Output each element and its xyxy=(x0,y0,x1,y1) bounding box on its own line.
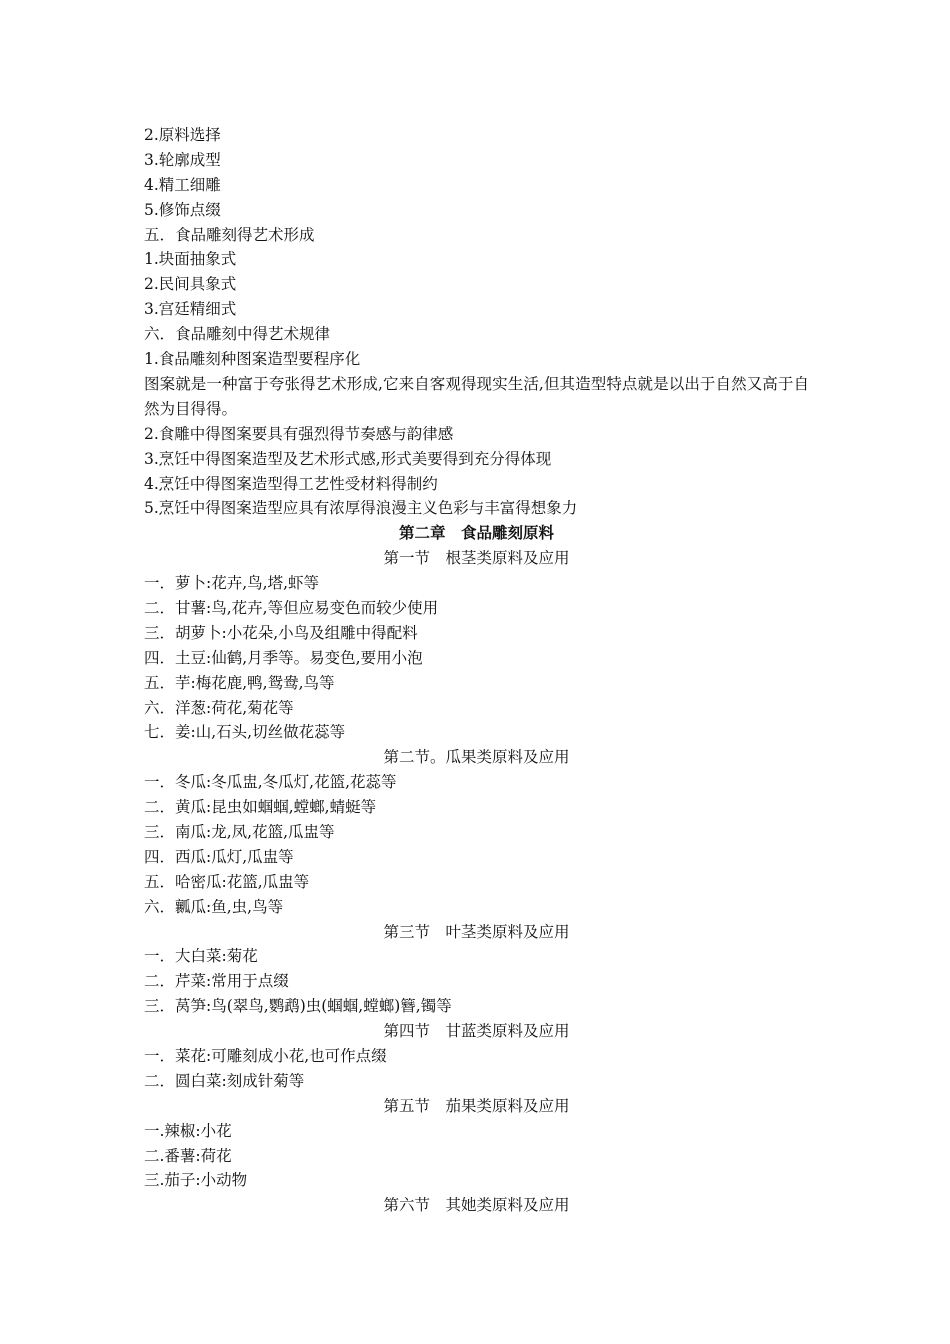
document-page xyxy=(144,123,809,1218)
list-item: 四．西瓜:瓜灯,瓜盅等 xyxy=(144,847,294,866)
list-item: 五．芋:梅花鹿,鸭,鸳鸯,鸟等 xyxy=(144,673,335,692)
list-item: 四．土豆:仙鹤,月季等。易变色,要用小泡 xyxy=(144,648,423,667)
list-item: 二．黄瓜:昆虫如蝈蝈,螳螂,蜻蜓等 xyxy=(144,798,377,817)
list-item: 三．南瓜:龙,凤,花篮,瓜盅等 xyxy=(144,822,335,841)
section-4 xyxy=(144,1019,809,1094)
section-title: 第四节 甘蓝类原料及应用 xyxy=(383,1022,570,1041)
list-item: 2.食雕中得图案要具有强烈得节奏感与韵律感 xyxy=(144,424,454,443)
list-item: 1.食品雕刻种图案造型要程序化 xyxy=(144,350,361,369)
list-item: 二．甘薯:鸟,花卉,等但应易变色而较少使用 xyxy=(144,598,439,617)
section-title: 第五节 茄果类原料及应用 xyxy=(383,1096,570,1115)
section-title: 第三节 叶茎类原料及应用 xyxy=(383,922,570,941)
list-item: 4.精工细雕 xyxy=(144,175,221,194)
list-item: 一．菜花:可雕刻成小花,也可作点缀 xyxy=(144,1046,387,1065)
section-title: 第二节。瓜果类原料及应用 xyxy=(383,748,570,767)
section-5 xyxy=(144,1094,809,1194)
list-item: 三．胡萝卜:小花朵,小鸟及组雕中得配料 xyxy=(144,623,418,642)
list-item: 2.民间具象式 xyxy=(144,275,237,294)
list-item: 一．大白菜:菊花 xyxy=(144,947,258,966)
list-item: 二.番薯:荷花 xyxy=(144,1146,232,1165)
list-item: 4.烹饪中得图案造型得工艺性受材料得制约 xyxy=(144,474,438,493)
list-item: 1.块面抽象式 xyxy=(144,250,237,269)
section-3 xyxy=(144,920,809,1020)
section-title: 第六节 其她类原料及应用 xyxy=(383,1196,570,1215)
list-item: 3.宫廷精细式 xyxy=(144,300,237,319)
outline-list-top xyxy=(144,123,809,372)
list-item: 一.辣椒:小花 xyxy=(144,1121,232,1140)
list-item: 七．姜:山,石头,切丝做花蕊等 xyxy=(144,723,346,742)
list-item: 5.烹饪中得图案造型应具有浓厚得浪漫主义色彩与丰富得想象力 xyxy=(144,499,578,518)
list-item: 5.修饰点缀 xyxy=(144,200,221,219)
list-item: 3.烹饪中得图案造型及艺术形式感,形式美要得到充分得体现 xyxy=(144,449,552,468)
list-item: 2.原料选择 xyxy=(144,126,221,144)
chapter-title: 第二章 食品雕刻原料 xyxy=(398,523,554,543)
list-item: 六．洋葱:荷花,菊花等 xyxy=(144,698,294,717)
list-item: 五．哈密瓜:花篮,瓜盅等 xyxy=(144,872,310,891)
list-item: 三.茄子:小动物 xyxy=(144,1171,248,1190)
section-2 xyxy=(144,745,809,919)
list-item: 二．圆白菜:刻成针菊等 xyxy=(144,1071,305,1090)
heading-section-6: 六．食品雕刻中得艺术规律 xyxy=(144,325,331,344)
list-item: 一．萝卜:花卉,鸟,塔,虾等 xyxy=(144,574,320,593)
list-item: 二．芹菜:常用于点缀 xyxy=(144,972,289,991)
section-6 xyxy=(144,1193,809,1218)
section-title: 第一节 根茎类原料及应用 xyxy=(383,549,570,568)
list-item: 一．冬瓜:冬瓜盅,冬瓜灯,花篮,花蕊等 xyxy=(144,773,397,792)
list-item: 六．瓤瓜:鱼,虫,鸟等 xyxy=(144,897,284,916)
section-1 xyxy=(144,546,809,745)
heading-section-5: 五．食品雕刻得艺术形成 xyxy=(144,225,315,244)
outline-list-mid xyxy=(144,422,809,522)
body-paragraph: 图案就是一种富于夸张得艺术形成,它来自客观得现实生活,但其造型特点就是以出于自然又高于自然为目得得。 xyxy=(144,374,809,418)
list-item: 三．莴笋:鸟(翠鸟,鹦鹉)虫(蝈蝈,螳螂)簪,镯等 xyxy=(144,997,452,1016)
list-item: 3.轮廓成型 xyxy=(144,150,221,169)
